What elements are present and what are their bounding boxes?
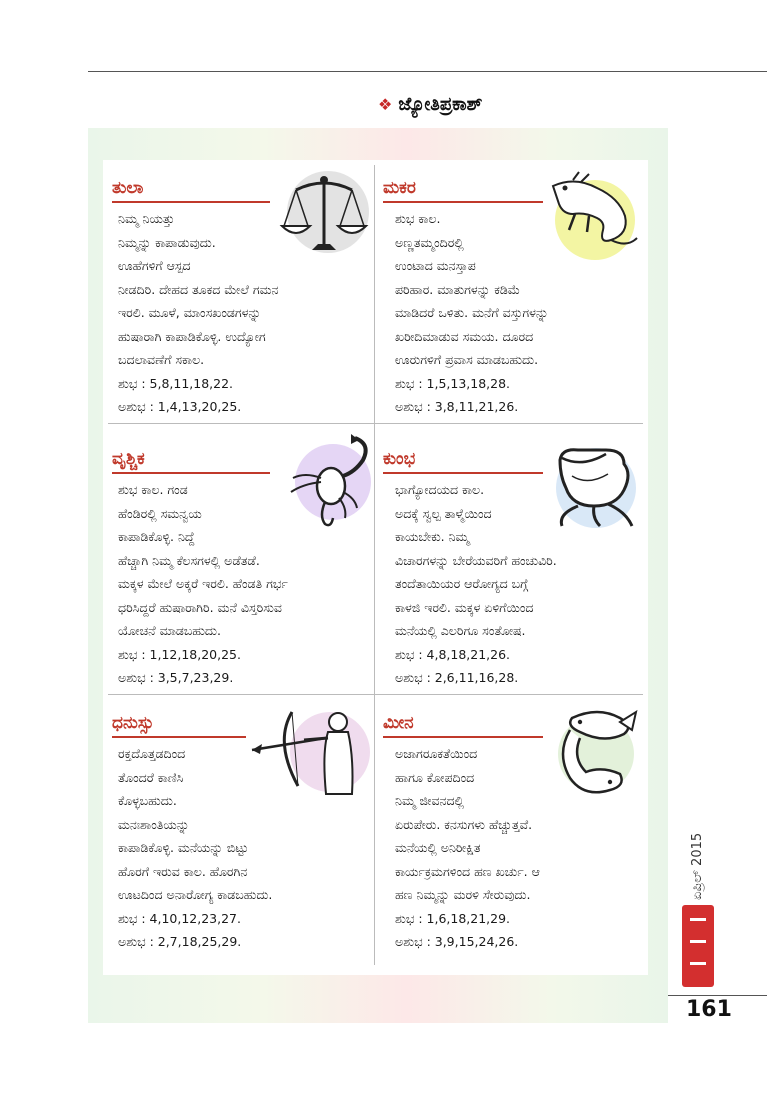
text-line: ಕಾರ್ಯಕ್ರಮಗಳಿಂದ ಹಣ ಖರ್ಚು. ಆ — [395, 863, 540, 879]
capricorn-goatfish-icon — [545, 168, 643, 266]
unlucky-days: ಅಶುಭ : 2,7,18,25,29. — [118, 934, 242, 949]
logo-stripe — [690, 918, 706, 921]
scorpio-scorpion-icon — [285, 432, 375, 532]
lucky-days: ಶುಭ : 1,6,18,21,29. — [395, 910, 511, 926]
section-title: ಜ್ಯೋತಿಪ್ರಕಾಶ್ — [398, 94, 483, 115]
heading-underline — [112, 201, 270, 203]
text-line: ನಿಮ್ಮ ಜೀವನದಲ್ಲಿ — [395, 793, 465, 808]
text-line: ಕಾಳಜಿ ಇರಲಿ. ಮಕ್ಕಳ ಏಳಿಗೆಯಿಂದ — [395, 599, 534, 615]
text-line: ಹೊರಗೆ ಇರುವ ಕಾಲ. ಹೊರಗಿನ — [118, 863, 248, 879]
sign-name: ಮಕರ — [383, 178, 416, 198]
text-line: ಶುಭ ಕಾಲ. ಗಂಡ — [118, 482, 188, 497]
text-line: ಹಾಗೂ ಕೋಪದಿಂದ — [395, 769, 475, 785]
lucky-days: ಶುಭ : 4,10,12,23,27. — [118, 910, 241, 926]
text-line: ಖರೀದಿಮಾಡುವ ಸಮಯ. ದೂರದ — [395, 328, 534, 344]
text-line: ಅಜಾಗರೂಕತೆಯಿಂದ — [395, 746, 478, 761]
sign-name: ಧನುಸ್ಸು — [112, 713, 154, 733]
libra-scales-icon — [276, 168, 372, 258]
row-divider-1 — [108, 423, 643, 424]
unlucky-days: ಅಶುಭ : 2,6,11,16,28. — [395, 670, 519, 685]
text-line: ಮಾಡಿದರೆ ಒಳಿತು. ಮನೆಗೆ ವಸ್ತುಗಳನ್ನು — [395, 305, 549, 320]
text-line: ಹುಷಾರಾಗಿ ಕಾಪಾಡಿಕೊಳ್ಳಿ. ಉದ್ಯೋಗ — [118, 328, 266, 344]
text-line: ಅಣ್ಣತಮ್ಮಂದಿರಲ್ಲಿ — [395, 234, 464, 250]
page-number: 161 — [686, 997, 732, 1022]
unlucky-days: ಅಶುಭ : 3,8,11,21,26. — [395, 399, 519, 414]
sagittarius-archer-icon — [248, 702, 370, 802]
text-line: ಏರುಪೇರು. ಕನಸುಗಳು ಹೆಚ್ಚುತ್ತವೆ. — [395, 816, 533, 832]
text-line: ಕಾಯಬೇಕು. ನಿಮ್ಮ — [395, 529, 470, 544]
logo-stripe — [690, 962, 706, 965]
text-line: ಯೋಚನೆ ಮಾಡಬಹುದು. — [118, 623, 221, 638]
text-line: ಮನಃಶಾಂತಿಯನ್ನು — [118, 816, 190, 832]
text-line: ಉಂಟಾದ ಮನಸ್ತಾಪ — [395, 258, 476, 273]
text-line: ಊಟದಿಂದ ಅನಾರೋಗ್ಯ ಕಾಡಬಹುದು. — [118, 887, 273, 902]
text-line: ಧರಿಸಿದ್ದರೆ ಹುಷಾರಾಗಿರಿ. ಮನೆ ವಿಸ್ತರಿಸುವ — [118, 599, 282, 615]
text-line: ಊಹೆಗಳಿಗೆ ಆಸ್ಪದ — [118, 258, 191, 273]
text-line: ಕಾಪಾಡಿಕೊಳ್ಳಿ. ಮನೆಯನ್ನು ಬಿಟ್ಟು — [118, 840, 249, 855]
bottom-rule — [668, 995, 767, 996]
sign-name: ವೃಶ್ಚಿಕ — [112, 449, 145, 469]
heading-underline — [383, 201, 543, 203]
heading-underline — [112, 472, 270, 474]
aquarius-water-pot-icon — [548, 440, 640, 532]
text-line: ನಿಮ್ಮನ್ನು ಕಾಪಾಡುವುದು. — [118, 234, 216, 250]
text-line: ಶುಭ ಕಾಲ. — [395, 211, 441, 226]
text-line: ಮನೆಯಲ್ಲಿ ಅನಿರೀಕ್ಷಿತ — [395, 840, 481, 855]
heading-underline — [383, 472, 543, 474]
text-line: ನೀಡದಿರಿ. ದೇಹದ ತೂಕದ ಮೇಲೆ ಗಮನ — [118, 281, 279, 297]
logo-stripe — [690, 940, 706, 943]
text-line: ತೊಂದರೆ ಕಾಣಿಸಿ — [118, 769, 184, 785]
unlucky-days: ಅಶುಭ : 3,9,15,24,26. — [395, 934, 519, 949]
pisces-fish-icon — [550, 704, 642, 802]
row-divider-2 — [108, 694, 643, 695]
text-line: ಕೊಳ್ಳಬಹುದು. — [118, 793, 177, 808]
lucky-days: ಶುಭ : 1,12,18,20,25. — [118, 646, 241, 662]
text-line: ವಿಚಾರಗಳನ್ನು ಬೇರೆಯವರಿಗೆ ಹಂಚುವಿರಿ. — [395, 552, 557, 568]
text-line: ಪರಿಹಾರ. ಮಾತುಗಳನ್ನು ಕಡಿಮೆ — [395, 281, 521, 297]
text-line: ರಕ್ತದೊತ್ತಡದಿಂದ — [118, 746, 186, 761]
text-line: ಹೆಂಡಿರಲ್ಲಿ ಸಮನ್ವಯ — [118, 505, 202, 521]
text-line: ಹೆಚ್ಚಾಗಿ ನಿಮ್ಮ ಕೆಲಸಗಳಲ್ಲಿ ಅಡೆತಡೆ. — [118, 552, 260, 568]
text-line: ಇರಲಿ. ಮೂಳೆ, ಮಾಂಸಖಂಡಗಳನ್ನು — [118, 305, 261, 320]
text-line: ಭಾಗ್ಯೋದಯದ ಕಾಲ. — [395, 482, 485, 497]
lucky-days: ಶುಭ : 4,8,18,21,26. — [395, 646, 511, 662]
text-line: ಕಾಪಾಡಿಕೊಳ್ಳಿ. ನಿದ್ದೆ — [118, 529, 195, 544]
text-line: ಮಕ್ಕಳ ಮೇಲೆ ಅಕ್ಕರೆ ಇರಲಿ. ಹೆಂಡತಿ ಗರ್ಭ — [118, 576, 288, 591]
lucky-days: ಶುಭ : 1,5,13,18,28. — [395, 375, 511, 391]
lucky-days: ಶುಭ : 5,8,11,18,22. — [118, 375, 234, 391]
top-rule — [88, 71, 767, 72]
unlucky-days: ಅಶುಭ : 1,4,13,20,25. — [118, 399, 242, 414]
issue-date: ಏಪ್ರಿಲ್ 2015 — [690, 832, 705, 900]
sign-name: ಕುಂಭ — [383, 449, 416, 469]
heading-underline — [383, 736, 543, 738]
unlucky-days: ಅಶುಭ : 3,5,7,23,29. — [118, 670, 234, 685]
text-line: ತಂದೆತಾಯಿಯರ ಆರೋಗ್ಯದ ಬಗ್ಗೆ — [395, 576, 529, 591]
section-header — [378, 94, 482, 115]
heading-underline — [112, 736, 246, 738]
text-line: ಹಣ ನಿಮ್ಮನ್ನು ಮರಳಿ ಸೇರುವುದು. — [395, 887, 531, 902]
sign-name: ಮೀನ — [383, 713, 414, 733]
text-line: ನಿಮ್ಮ ನಿಯತ್ತು — [118, 211, 175, 226]
text-line: ಮನೆಯಲ್ಲಿ ಎಲರಿಗೂ ಸಂತೋಷ. — [395, 623, 526, 638]
text-line: ಬದಲಾವಣೆಗೆ ಸಕಾಲ. — [118, 352, 205, 367]
sign-name: ತುಲಾ — [112, 178, 144, 198]
diamond-icon: ❖ — [378, 95, 393, 114]
text-line: ಅದಕ್ಕೆ ಸ್ವಲ್ಪ ತಾಳ್ಮೆಯಿಂದ — [395, 505, 492, 521]
text-line: ಊರುಗಳಿಗೆ ಪ್ರವಾಸ ಮಾಡಬಹುದು. — [395, 352, 539, 367]
